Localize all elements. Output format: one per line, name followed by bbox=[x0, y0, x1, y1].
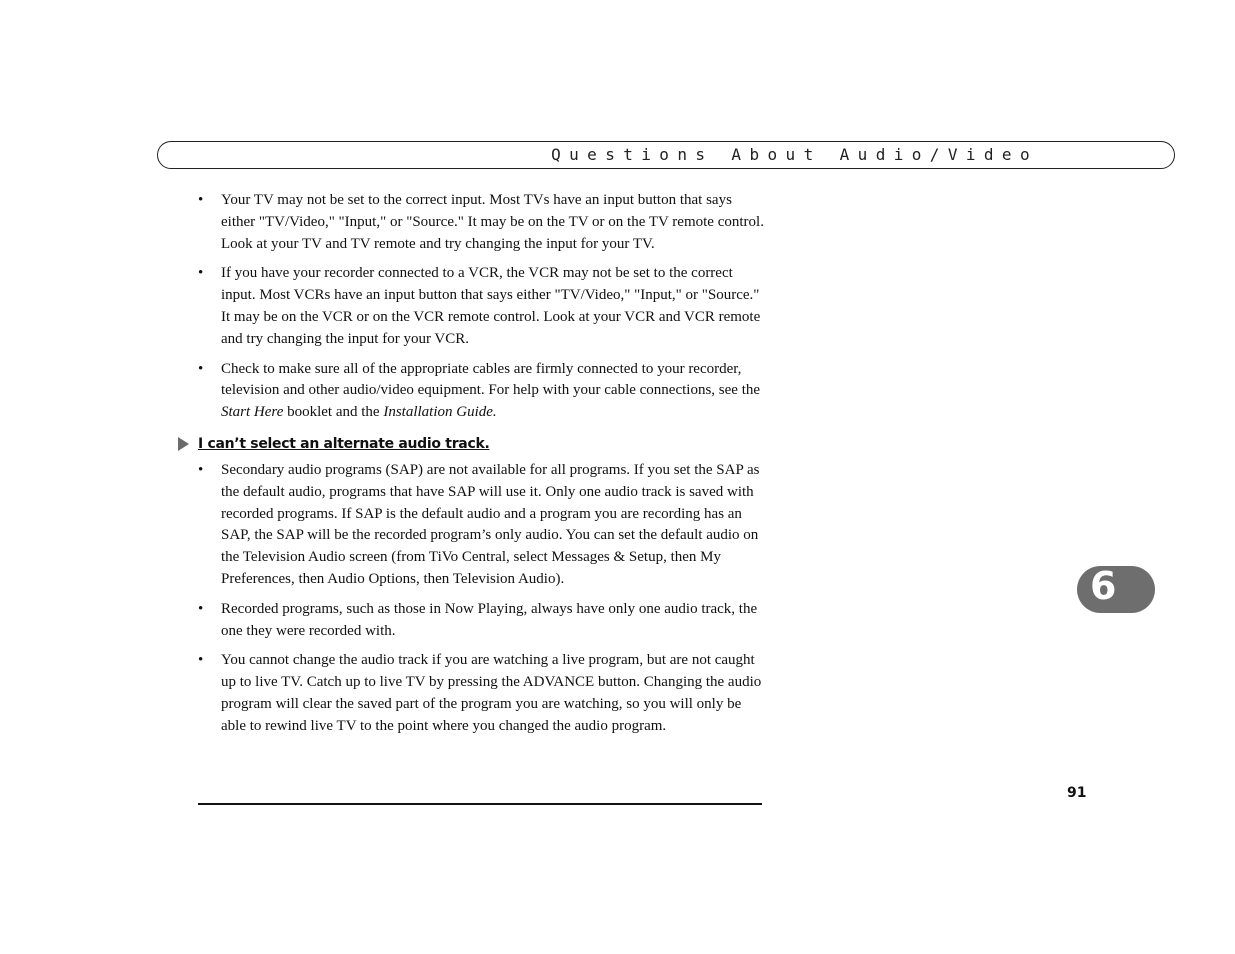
bullet-marker: • bbox=[198, 461, 204, 478]
section2-bullet-list bbox=[178, 460, 768, 738]
bullet-marker: • bbox=[198, 192, 204, 208]
page-content bbox=[178, 190, 768, 746]
list-item bbox=[178, 263, 768, 350]
bullet-text: If you have your recorder connected to a VCR, the VCR may not be set to the correct input. Most VCRs have an input button that says either "TV/Video," "Input," or "Source." It may be on the VCR or on the VCR remote control. Look at your VCR and VCR remote and try changing the input for your VCR. bbox=[221, 265, 761, 347]
chapter-number: 6 bbox=[1090, 564, 1117, 608]
triangle-right-icon bbox=[178, 437, 189, 451]
bullet-text: You cannot change the audio track if you are watching a live program, but are not caught up to live TV. Catch up to live TV by pressing the ADVANCE button. Changing the audio program will clear the saved part of the program you are watching, so you will only be able to rewind live TV to the point where you changed the audio program. bbox=[221, 652, 762, 734]
chapter-tab bbox=[1077, 566, 1155, 613]
list-item bbox=[178, 650, 768, 737]
bullet-marker: • bbox=[198, 600, 204, 617]
bullet-text: Your TV may not be set to the correct input. Most TVs have an input button that says either "TV/Video," "Input," or "Source." It may be on the TV or on the TV remote control. Look at your TV and TV remote and try changing the input for your TV. bbox=[221, 192, 764, 252]
footer-rule bbox=[198, 803, 762, 805]
list-item bbox=[178, 190, 768, 255]
page-number: 91 bbox=[1067, 785, 1087, 801]
question-heading bbox=[178, 433, 768, 455]
installation-guide-title: Installation Guide. bbox=[383, 404, 497, 421]
list-item bbox=[178, 359, 768, 424]
bullet-marker: • bbox=[198, 652, 204, 669]
bullet-text: Recorded programs, such as those in Now Playing, always have only one audio track, the one they were recorded with. bbox=[221, 600, 758, 639]
running-header-title: Questions About Audio/Video bbox=[551, 145, 1038, 164]
bullet-text: Secondary audio programs (SAP) are not available for all programs. If you set the SAP as the default audio, programs that have SAP will use it. Only one audio track is saved with recorded programs. If SAP is the default audio and a program you are recording has an SAP, the SAP will be the recorded program’s only audio. You can set the default audio on the Television Audio screen (from TiVo Central, select Messages & Setup, then My Preferences, then Audio Options, then Television Audio). bbox=[221, 461, 760, 587]
bullet-marker: • bbox=[198, 360, 204, 377]
header-bar bbox=[157, 141, 1175, 169]
section1-bullet-list bbox=[178, 190, 768, 424]
start-here-title: Start Here bbox=[221, 404, 284, 421]
list-item bbox=[178, 460, 768, 591]
bullet-marker: • bbox=[198, 265, 204, 282]
list-item bbox=[178, 599, 768, 643]
question-heading-text: I can’t select an alternate audio track. bbox=[198, 435, 490, 452]
bullet-text-before: Check to make sure all of the appropriate cables are firmly connected to your recorder, television and other audio/video equipment. For help with your cable connections, see the bbox=[221, 360, 761, 399]
bullet-text-middle: booklet and the bbox=[283, 404, 384, 421]
